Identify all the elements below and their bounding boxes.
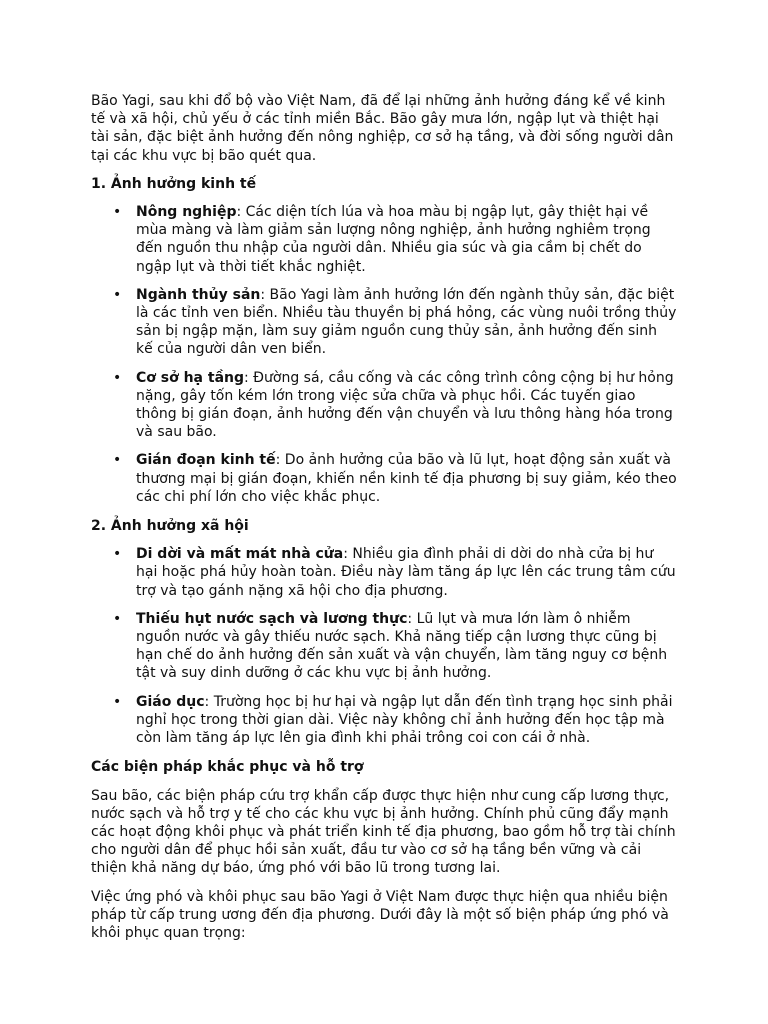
social-impact-list (91, 545, 678, 747)
list-item-term: Giáo dục (136, 693, 205, 710)
list-item-term: Cơ sở hạ tầng (136, 369, 245, 386)
list-item-text: : Các diện tích lúa và hoa màu bị ngập lụt, gây thiệt hại về mùa màng và làm giảm sản lượng nông nghiệp, ảnh hưởng nghiêm trọng đến nguồn thu nhập của người dân. Nhiều gia súc và gia cầm bị chết do ngập lụt và thời tiết khắc nghiệt. (136, 204, 651, 275)
list-item-text: : Lũ lụt và mưa lớn làm ô nhiễm nguồn nước và gây thiếu nước sạch. Khả năng tiếp cận lương thực cũng bị hạn chế do ảnh hưởng đến sản xuất và vận chuyển, làm tăng nguy cơ bệnh tật và suy dinh dưỡng ở các khu vực bị ảnh hưởng. (136, 610, 668, 682)
list-item-term: Di dời và mất mát nhà cửa (136, 546, 344, 563)
bullet-icon: • (113, 693, 122, 710)
section-heading-economic: 1. Ảnh hưởng kinh tế (91, 175, 257, 192)
section-heading-recovery: Các biện pháp khắc phục và hỗ trợ (91, 759, 364, 776)
list-item-text: : Bão Yagi làm ảnh hưởng lớn đến ngành thủy sản, đặc biệt là các tỉnh ven biển. Nhiều tàu thuyền bị phá hỏng, các vùng nuôi trồng thủy sản bị ngập mặn, làm suy giảm nguồn cung thủy sản, ảnh hưởng đến sinh kế của người dân ven biển. (136, 286, 677, 358)
response-paragraph: Việc ứng phó và khôi phục sau bão Yagi ở Việt Nam được thực hiện qua nhiều biện pháp từ cấp trung ương đến địa phương. Dưới đây là một số biện pháp ứng phó và khôi phục quan trọng: (91, 888, 669, 941)
list-item (91, 545, 678, 600)
bullet-icon: • (113, 452, 122, 469)
list-item-text: : Trường học bị hư hại và ngập lụt dẫn đến tình trạng học sinh phải nghỉ học trong thời gian dài. Việc này không chỉ ảnh hưởng đến học tập mà còn làm tăng áp lực lên gia đình khi phải trông coi con cái ở nhà. (136, 693, 673, 747)
list-item (91, 286, 678, 359)
list-item (91, 451, 678, 506)
list-item-term: Thiếu hụt nước sạch và lương thực (136, 610, 408, 627)
bullet-icon: • (113, 369, 122, 386)
bullet-icon: • (113, 204, 122, 221)
list-item-term: Nông nghiệp (136, 204, 237, 221)
list-item-term: Gián đoạn kinh tế (136, 452, 276, 469)
economic-impact-list (91, 203, 678, 506)
list-item (91, 203, 678, 276)
intro-paragraph: Bão Yagi, sau khi đổ bộ vào Việt Nam, đã để lại những ảnh hưởng đáng kể về kinh tế và xã hội, chủ yếu ở các tỉnh miền Bắc. Bão gây mưa lớn, ngập lụt và thiệt hại tài sản, đặc biệt ảnh hưởng đến nông nghiệp, cơ sở hạ tầng, và đời sống người dân tại các khu vực bị bão quét qua. (91, 93, 674, 164)
section-heading-social: 2. Ảnh hưởng xã hội (91, 518, 249, 535)
list-item-text: : Nhiều gia đình phải di dời do nhà cửa bị hư hại hoặc phá hủy hoàn toàn. Điều này làm tăng áp lực lên các trung tâm cứu trợ và tạo gánh nặng xã hội cho địa phương. (136, 546, 676, 599)
bullet-icon: • (113, 546, 122, 563)
recovery-paragraph: Sau bão, các biện pháp cứu trợ khẩn cấp được thực hiện như cung cấp lương thực, nước sạch và hỗ trợ y tế cho các khu vực bị ảnh hưởng. Chính phủ cũng đẩy mạnh các hoạt động khôi phục và phát triển kinh tế địa phương, bao gồm hỗ trợ tài chính cho người dân để phục hồi sản xuất, đầu tư vào cơ sở hạ tầng bền vững và cải thiện khả năng dự báo, ứng phó với bão lũ trong tương lai. (91, 787, 676, 877)
bullet-icon: • (113, 286, 122, 303)
list-item-text: : Đường sá, cầu cống và các công trình công cộng bị hư hỏng nặng, gây tốn kém lớn trong việc sửa chữa và phục hồi. Các tuyến giao thông bị gián đoạn, ảnh hưởng đến vận chuyển và lưu thông hàng hóa trong và sau bão. (136, 369, 674, 441)
bullet-icon: • (113, 610, 122, 627)
list-item (91, 369, 678, 442)
list-item-text: : Do ảnh hưởng của bão và lũ lụt, hoạt động sản xuất và thương mại bị gián đoạn, khiến nền kinh tế địa phương bị suy giảm, kéo theo các chi phí lớn cho việc khắc phục. (136, 452, 677, 505)
list-item (91, 693, 678, 748)
list-item (91, 610, 678, 683)
list-item-term: Ngành thủy sản (136, 286, 261, 303)
